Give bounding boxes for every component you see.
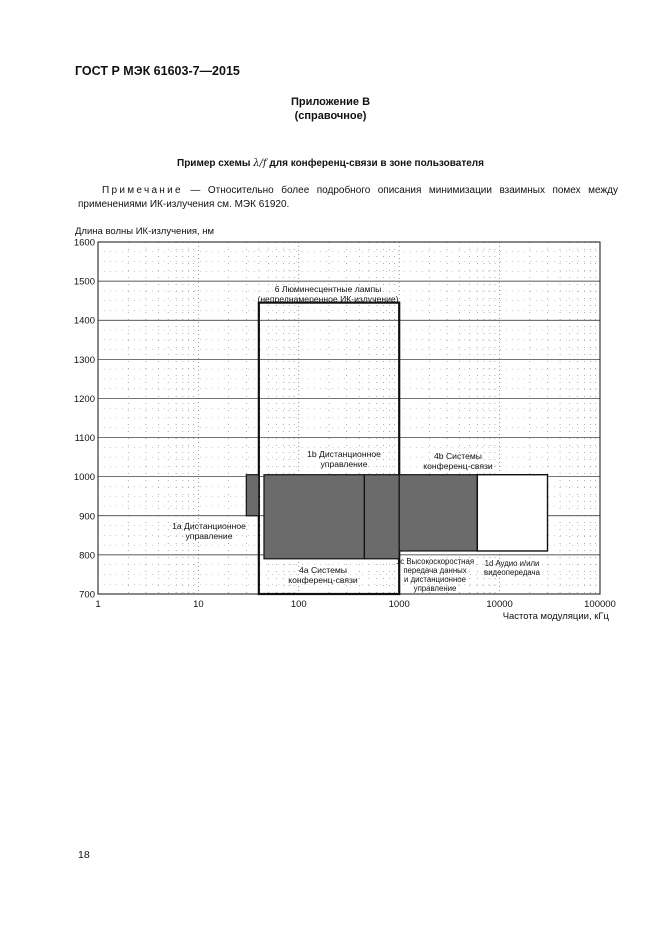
- y-tick-label: 1300: [73, 354, 95, 366]
- standard-header: ГОСТ Р МЭК 61603-7—2015: [75, 64, 240, 78]
- y-tick-label: 1200: [73, 393, 95, 405]
- region-label-1b: управление: [320, 459, 368, 469]
- y-axis-label: Длина волны ИК-излучения, нм: [75, 226, 215, 237]
- y-tick-label: 1600: [73, 237, 95, 249]
- x-tick-label: 1: [95, 599, 101, 610]
- y-tick-label: 1100: [74, 433, 95, 445]
- x-tick-label: 100000: [584, 599, 616, 610]
- y-tick-label: 1000: [73, 472, 95, 484]
- region-box-1: [246, 475, 259, 516]
- region-label-fluorescent: 6 Люминесцентные лампы: [274, 284, 382, 294]
- x-axis-label: Частота модуляции, кГц: [502, 611, 609, 622]
- region-label-4b: 4b Системы: [434, 451, 482, 461]
- region-label-1c: передача данных: [403, 566, 467, 575]
- region-label-1d: 1d Аудио и/или: [484, 559, 540, 568]
- x-tick-label: 1000: [388, 599, 410, 610]
- region-label-4b: конференц-связи: [423, 461, 493, 471]
- x-tick-label: 10000: [486, 599, 513, 610]
- note-text: — Относительно более подробного описания минимизации взаимных помех между применениями ИК-излучения см. МЭК 61920.: [78, 185, 618, 210]
- figure-title-prefix: Пример схемы: [177, 158, 254, 169]
- x-tick-label: 10: [193, 599, 204, 610]
- region-label-fluorescent: (непреднамеренное ИК-излучение): [257, 294, 399, 304]
- region-box-4: [399, 475, 477, 551]
- appendix-subtitle: (справочное): [294, 110, 367, 122]
- region-label-4a: 4a Системы: [299, 565, 347, 575]
- x-tick-label: 100: [290, 599, 307, 610]
- region-label-1a: 1a Дистанционное: [172, 521, 246, 531]
- y-tick-label: 800: [79, 550, 95, 562]
- appendix-title: Приложение В: [290, 96, 371, 108]
- region-box-3: [364, 475, 399, 559]
- y-tick-label: 700: [79, 589, 95, 601]
- y-tick-label: 900: [79, 511, 95, 523]
- region-label-1c: 1c Высокоскоростная: [395, 557, 475, 566]
- region-label-1b: 1b Дистанционное: [307, 449, 381, 459]
- region-box-2: [264, 475, 364, 559]
- note-label: Примечание: [102, 185, 183, 196]
- page-number: 18: [78, 849, 90, 861]
- y-tick-label: 1400: [73, 315, 95, 327]
- y-tick-label: 1500: [73, 276, 95, 288]
- figure-title-symbol: λ/f: [253, 158, 267, 169]
- region-label-1c: и дистанционное: [404, 575, 466, 584]
- region-label-1d: видеопередача: [484, 568, 540, 577]
- region-box-5: [477, 475, 547, 551]
- region-label-1c: управление: [413, 584, 457, 593]
- region-label-4a: конференц-связи: [288, 575, 358, 585]
- region-label-1a: управление: [185, 531, 233, 541]
- figure-title-suffix: для конференц-связи в зоне пользователя: [266, 158, 484, 169]
